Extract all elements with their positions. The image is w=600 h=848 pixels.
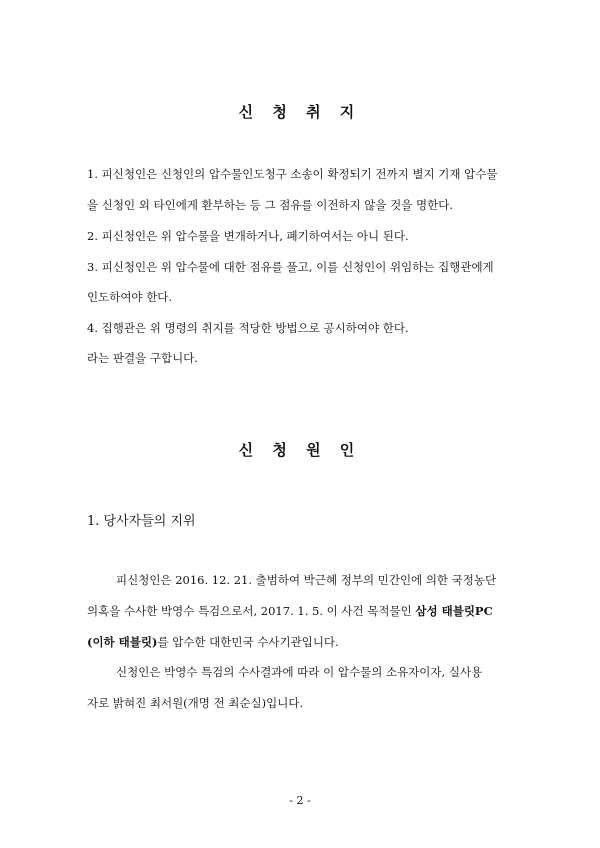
section-title-cause: 신 청 원 인 <box>238 441 362 459</box>
purpose-line: 1. 피신청인은 신청인의 압수물인도청구 소송이 확정되기 전까지 별지 기재 압수물 <box>87 167 498 181</box>
page-number: - 2 - <box>289 794 311 807</box>
cause-line: 피신청인은 2016. 12. 21. 출범하여 박근혜 정부의 민간인에 의한 국정농단 <box>116 573 497 587</box>
subheading-parties: 1. 당사자들의 지위 <box>87 514 196 529</box>
purpose-line: 라는 판결을 구합니다. <box>87 351 198 365</box>
cause-line: 신청인은 박영수 특검의 수사결과에 따라 이 압수물의 소유자이자, 실사용 <box>116 665 483 679</box>
section-title-purpose: 신 청 취 지 <box>238 103 362 121</box>
cause-line-text: 를 압수한 대한민국 수사기관입니다. <box>157 635 339 649</box>
highlight-item: 삼성 태블릿PC <box>415 604 493 618</box>
purpose-line: 2. 피신청인은 위 압수물을 변개하거나, 폐기하여서는 아니 된다. <box>87 229 409 243</box>
purpose-line: 인도하여야 한다. <box>87 290 173 304</box>
purpose-line: 을 신청인 외 타인에게 환부하는 등 그 점유를 이전하지 않을 것을 명한다. <box>87 198 454 212</box>
cause-line <box>87 634 339 650</box>
cause-line <box>87 603 493 619</box>
highlight-item: (이하 태블릿) <box>87 635 158 649</box>
purpose-line: 4. 집행관은 위 명령의 취지를 적당한 방법으로 공시하여야 한다. <box>87 321 409 335</box>
purpose-line: 3. 피신청인은 위 압수물에 대한 점유를 풀고, 이를 신청인이 위임하는 집행관에게 <box>87 260 494 274</box>
cause-line: 자로 밝혀진 최서원(개명 전 최순실)입니다. <box>87 696 304 710</box>
cause-line-text: 의혹을 수사한 박영수 특검으로서, 2017. 1. 5. 이 사건 목적물인 <box>87 604 416 618</box>
